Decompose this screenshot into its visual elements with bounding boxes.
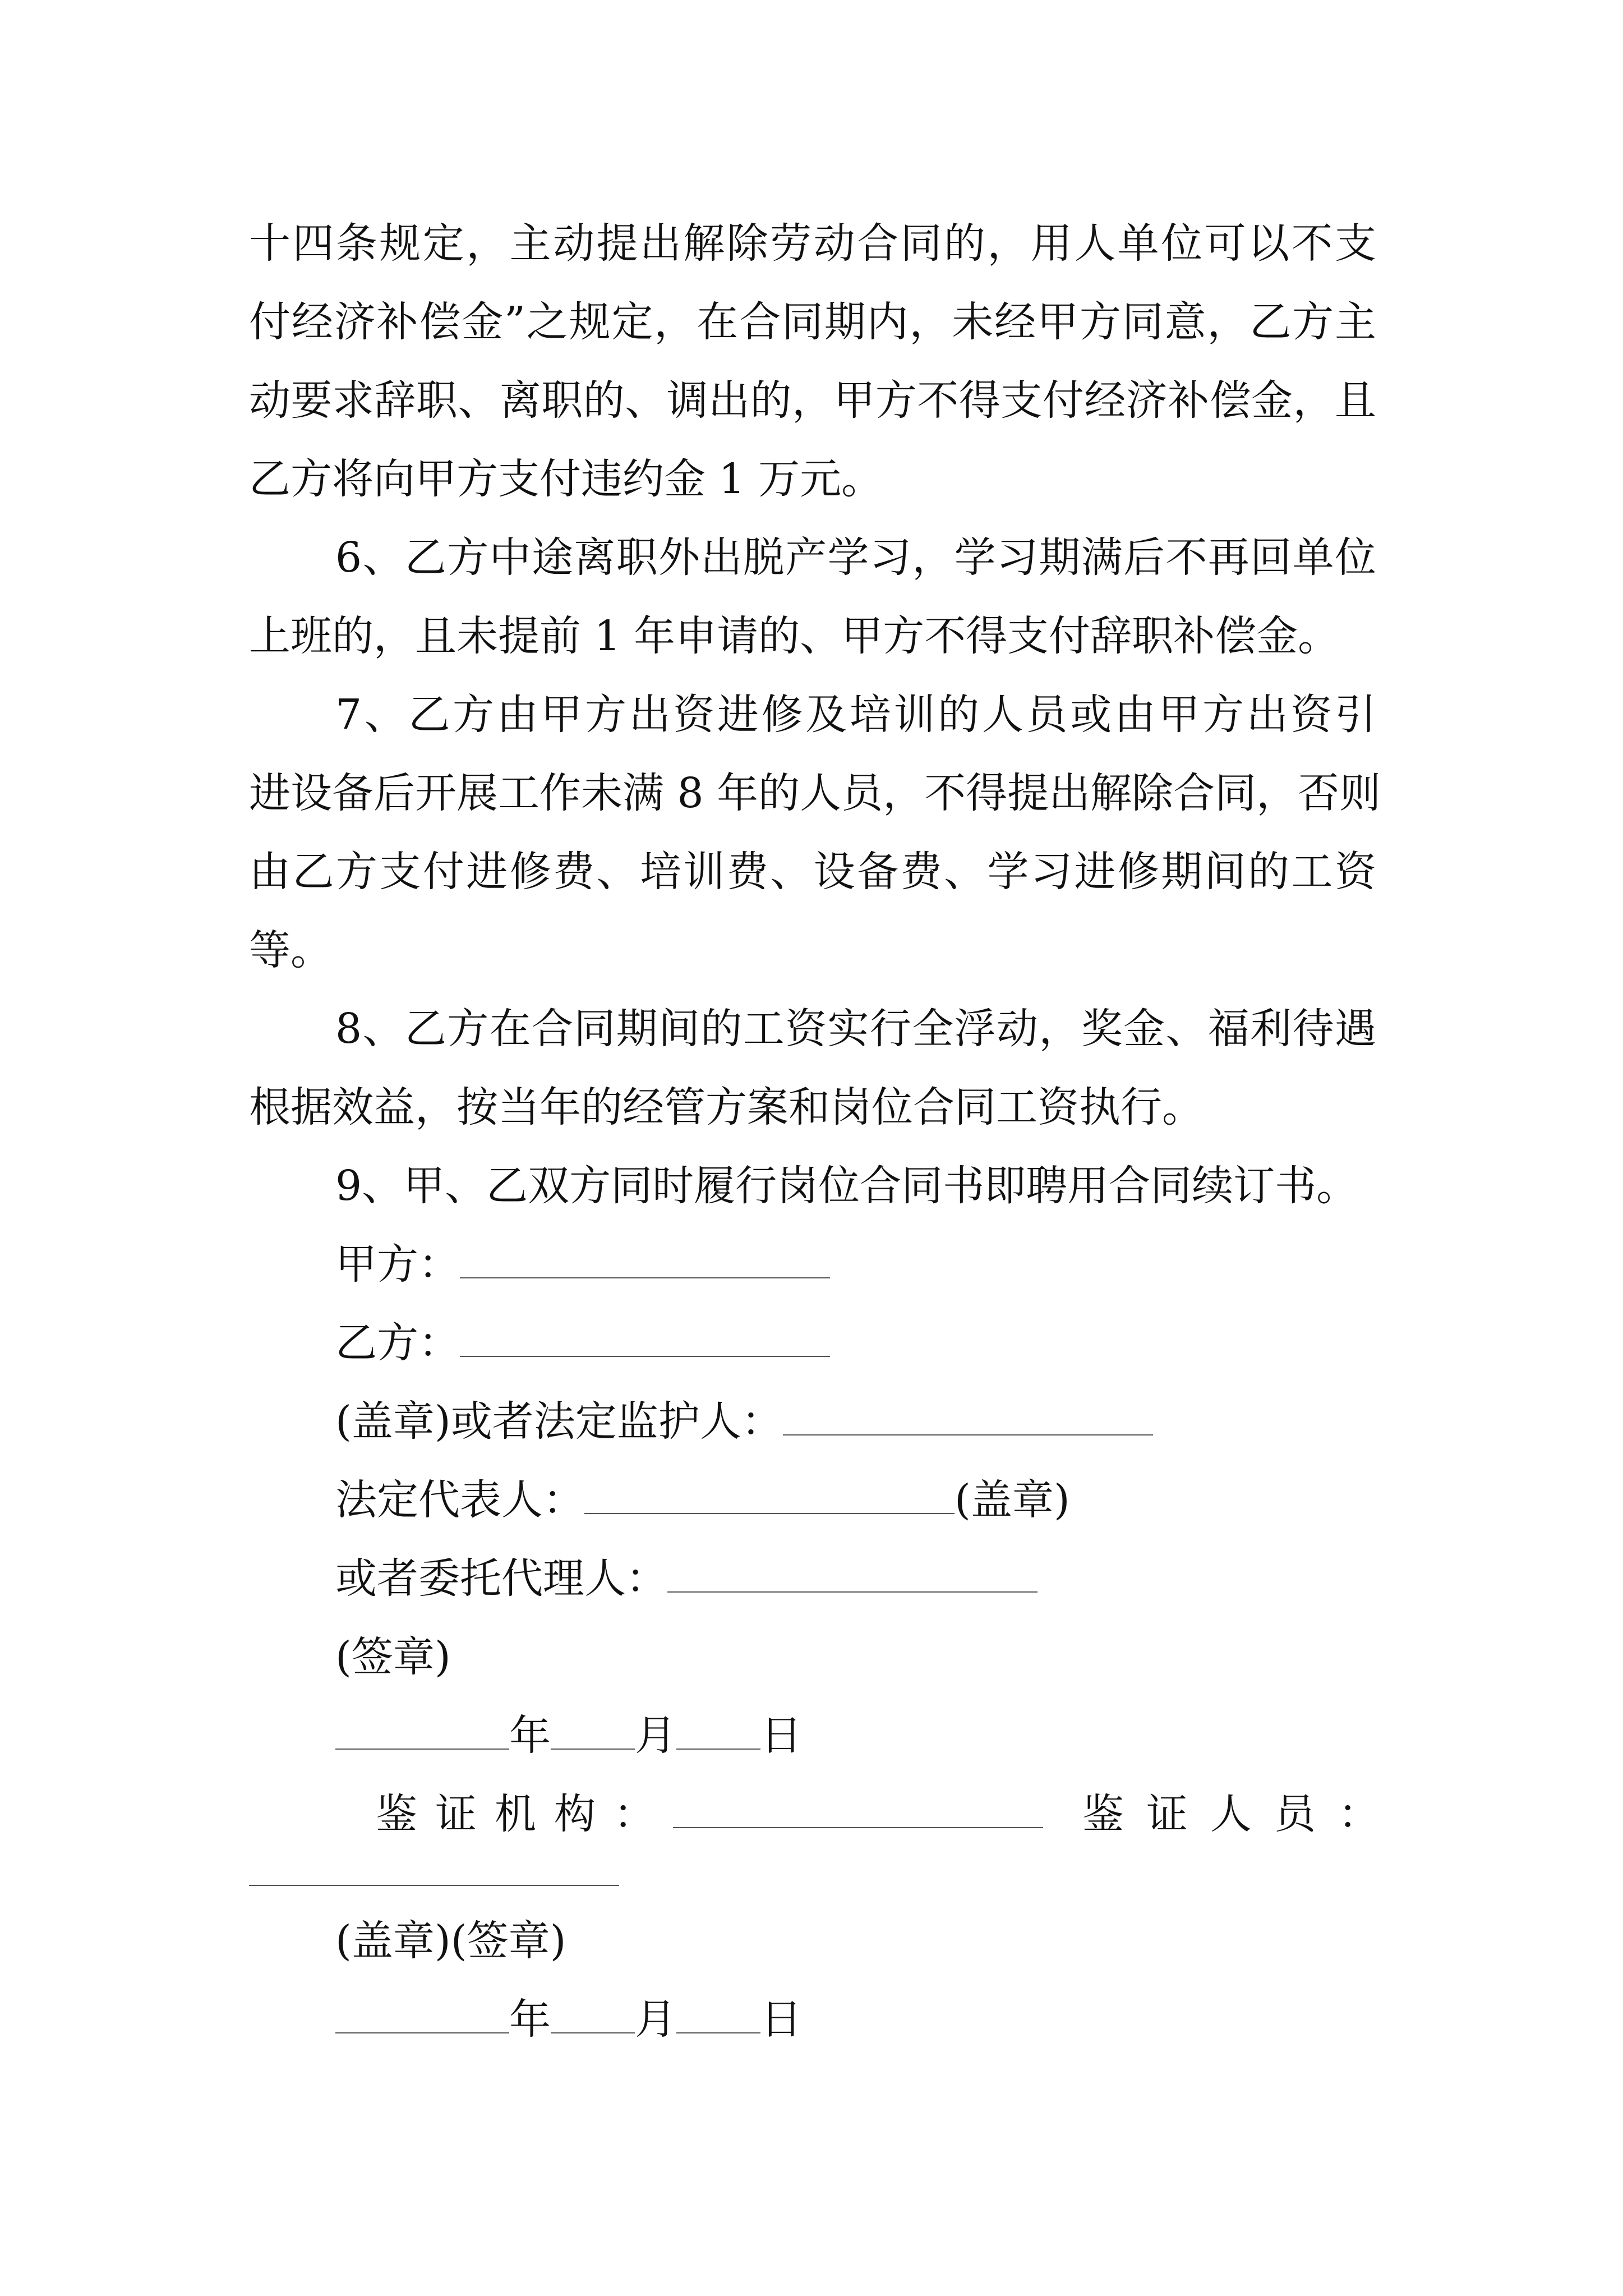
agent-row xyxy=(335,1550,1038,1607)
year-label-2: 年 xyxy=(509,1995,551,2044)
legal-rep-row xyxy=(335,1472,1070,1528)
party-b-label: 乙方： xyxy=(335,1319,460,1367)
month-label-2: 月 xyxy=(635,1995,676,2044)
clause-8-line-1: 8、乙方在合同期间的工资实行全浮动，奖金、福利待遇 xyxy=(335,1005,1376,1053)
party-a-row xyxy=(335,1236,830,1292)
cert-person-label: 鉴证人员： xyxy=(1082,1790,1402,1838)
month-blank xyxy=(551,1715,635,1750)
party-b-blank xyxy=(460,1322,830,1357)
clause-6-line-1: 6、乙方中途离职外出脱产学习，学习期满后不再回单位 xyxy=(335,533,1376,582)
sign-row xyxy=(335,1629,451,1685)
seal-sign-label: (盖章)(签章) xyxy=(335,1917,566,1965)
clause-5-line-2: 付经济补偿金”之规定，在合同期内，未经甲方同意，乙方主 xyxy=(249,298,1376,346)
legal-rep-blank xyxy=(584,1479,955,1514)
cert-org-row xyxy=(376,1786,1043,1842)
month-label: 月 xyxy=(635,1711,676,1760)
clause-5-line-1: 十四条规定，主动提出解除劳动合同的，用人单位可以不支 xyxy=(249,219,1376,268)
guardian-label: (盖章)或者法定监护人： xyxy=(335,1397,783,1446)
clause-9-line-1: 9、甲、乙双方同时履行岗位合同书即聘用合同续订书。 xyxy=(335,1162,1358,1210)
legal-rep-seal-label: (盖章) xyxy=(955,1476,1070,1524)
legal-rep-label: 法定代表人： xyxy=(335,1476,584,1524)
agent-label: 或者委托代理人： xyxy=(335,1554,667,1603)
sign-label: (签章) xyxy=(335,1633,451,1681)
party-b-row xyxy=(335,1315,830,1371)
year-blank xyxy=(335,1715,509,1750)
agent-blank xyxy=(667,1558,1038,1593)
cert-person-row xyxy=(1082,1786,1402,1842)
day-label-2: 日 xyxy=(760,1995,802,2044)
clause-7-line-2: 进设备后开展工作未满 8 年的人员，不得提出解除合同，否则 xyxy=(249,769,1381,817)
clause-6-line-2: 上班的，且未提前 1 年申请的、甲方不得支付辞职补偿金。 xyxy=(249,612,1340,660)
cert-org-blank xyxy=(673,1793,1043,1828)
day-label: 日 xyxy=(760,1711,802,1760)
party-a-label: 甲方： xyxy=(335,1240,460,1289)
month-blank-2 xyxy=(551,1999,635,2033)
guardian-row xyxy=(335,1393,1153,1450)
date-row xyxy=(335,1708,802,1764)
cert-org-label: 鉴证机构： xyxy=(376,1790,673,1838)
guardian-blank xyxy=(783,1401,1153,1435)
party-a-blank xyxy=(460,1244,830,1278)
date-row-2 xyxy=(335,1991,802,2047)
day-blank-2 xyxy=(676,1999,760,2033)
clause-8-line-2: 根据效益，按当年的经管方案和岗位合同工资执行。 xyxy=(249,1083,1204,1131)
seal-sign-row xyxy=(335,1913,566,1969)
year-blank-2 xyxy=(335,1999,509,2033)
clause-5-line-3: 动要求辞职、离职的、调出的，甲方不得支付经济补偿金，且 xyxy=(249,376,1376,425)
clause-7-line-1: 7、乙方由甲方出资进修及培训的人员或由甲方出资引 xyxy=(335,691,1376,739)
clause-5-line-4: 乙方将向甲方支付违约金 1 万元。 xyxy=(249,455,883,503)
clause-7-line-4: 等。 xyxy=(249,926,332,974)
clause-7-line-3: 由乙方支付进修费、培训费、设备费、学习进修期间的工资 xyxy=(249,848,1376,896)
year-label: 年 xyxy=(509,1711,551,1760)
day-blank xyxy=(676,1715,760,1750)
cert-person-blank xyxy=(249,1885,619,1886)
